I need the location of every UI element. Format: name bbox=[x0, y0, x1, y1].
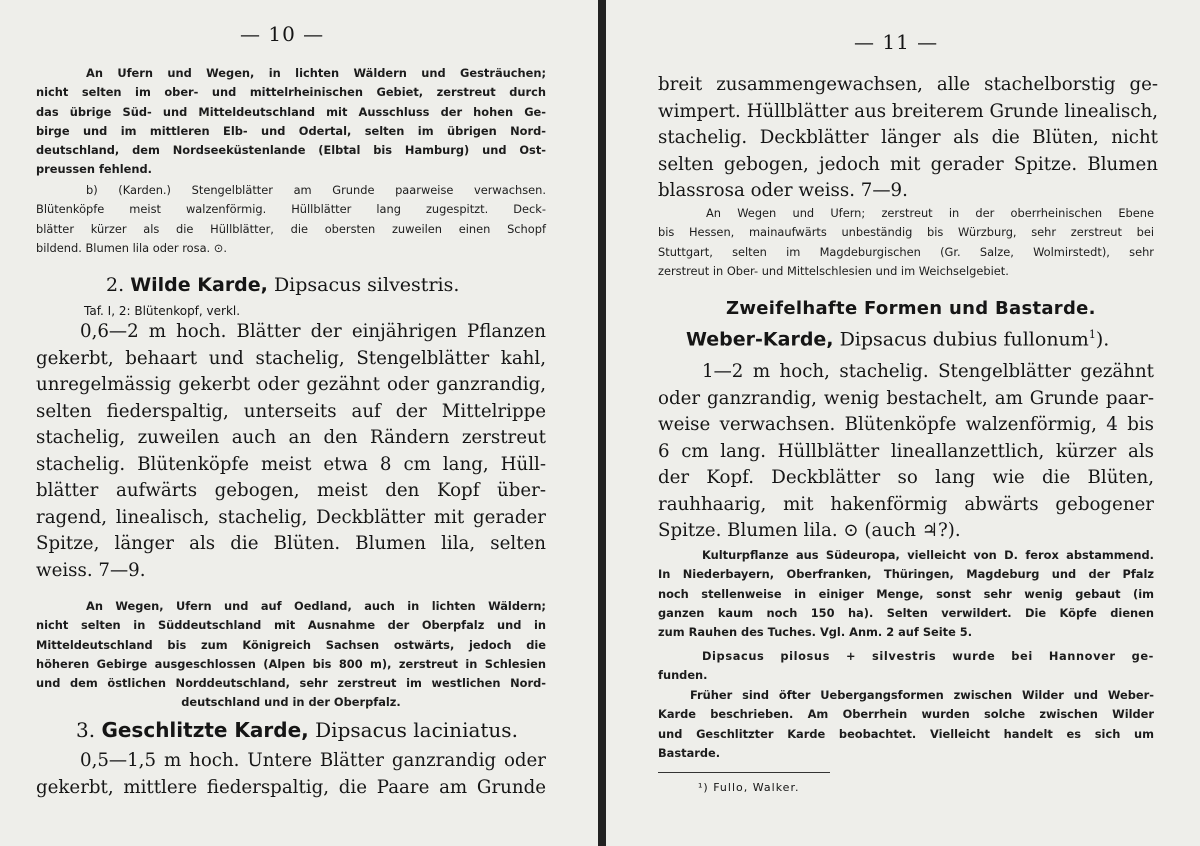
species-description-weber-karde: 1—2 m hoch, stachelig. Stengelblätter gezähnt oder ganzrandig, wenig bestachelt, am Grunde paar- weise verwachsen. Blütenköpfe walzenförmig, 4 bis 6 cm lang. Hüllblätter lineallanzettlich, kürzer als der Kopf. Deckblätter so lang wie die Blüten, rauhhaarig, mit hakenförmig abwärts gebogener Spitze. Blumen lila. ⊙ (auch ♃?). bbox=[658, 361, 1154, 541]
habitat-paragraph-wilde-karde: An Wegen, Ufern und auf Oedland, auch in lichten Wäldern; nicht selten in Süddeutschland mit Ausnahme der Oberpfalz und in Mitteldeutschland bis zum Königreich Sachsen ostwärts, jedoch die höheren Gebirge ausgeschlossen (Alpen bis 800 m), zerstreut in Schlesien und dem östlichen Norddeutschland, sehr zerstreut im westlichen Nord- deutschland und in der Oberpfalz. bbox=[36, 599, 546, 710]
page-number: — 11 — bbox=[854, 30, 939, 54]
plate-reference: Taf. I, 2: Blütenkopf, verkl. bbox=[84, 304, 241, 318]
section-title: Zweifelhafte Formen und Bastarde. bbox=[726, 298, 1096, 319]
right-page bbox=[606, 0, 1200, 846]
species-heading-geschlitzte-karde: 3. Geschlitzte Karde, Dipsacus laciniatus. bbox=[76, 718, 518, 742]
species-description-wilde-karde: 0,6—2 m hoch. Blätter der einjährigen Pflanzen gekerbt, behaart und stachelig, Stengelblätter kahl, unregelmässig gekerbt oder gezähnt oder ganzrandig, selten fiederspaltig, unterseits auf der Mittelrippe stachelig, zuweilen auch an den Rändern zerstreut stachelig. Blütenköpfe meist etwa 8 cm lang, Hüll- blätter aufwärts gebogen, meist den Kopf über- ragend, linealisch, stachelig, Deckblätter mit gerader Spitze, länger als die Blüten. Blumen lila, selten weiss. 7—9. bbox=[36, 321, 546, 581]
species-heading-weber-karde: Weber-Karde, Dipsacus dubius fullonum$^1$). bbox=[686, 328, 1110, 351]
continued-description: breit zusammengewachsen, alle stachelborstig ge- wimpert. Hüllblätter aus breiterem Grunde linealisch, stachelig. Deckblätter länger als die Blüten, nicht selten gebogen, jedoch mit gerader Spitze. Blumen blassrosa oder weiss. 7—9. bbox=[658, 74, 1158, 201]
left-page bbox=[0, 0, 598, 846]
book-gutter bbox=[598, 0, 606, 846]
footnote-rule bbox=[658, 772, 830, 773]
hybrid-note: Dipsacus pilosus + silvestris wurde bei Hannover ge- funden. bbox=[658, 649, 1154, 683]
transitional-forms-note: Früher sind öfter Uebergangsformen zwischen Wilder und Weber- Karde beschrieben. Am Oberrhein wurden solche zwischen Wilder und Geschlitzter Karde beobachtet. Vielleicht handelt es sich um Bastarde. bbox=[658, 688, 1154, 760]
footnote: ¹) Fullo, Walker. bbox=[698, 781, 800, 794]
habitat-paragraph-weber-karde: Kulturpflanze aus Südeuropa, vielleicht von D. ferox abstammend. In Niederbayern, Oberfranken, Thüringen, Magdeburg und der Pfalz noch stellenweise in einiger Menge, sonst sehr wenig gebaut (im ganzen kaum noch 150 ha). Selten verwildert. Die Köpfe dienen zum Rauhen des Tuches. Vgl. Anm. 2 auf Seite 5. bbox=[658, 548, 1154, 640]
continued-habitat: An Wegen und Ufern; zerstreut in der oberrheinischen Ebene bis Hessen, mainaufwärts unbeständig bis Würzburg, sehr zerstreut bei Stuttgart, selten im Magdeburgischen (Gr. Salze, Wolmirstedt), sehr zerstreut in Ober- und Mittelschlesien und im Weichselgebiet. bbox=[658, 206, 1154, 278]
habitat-paragraph-1: An Ufern und Wegen, in lichten Wäldern und Gesträuchen; nicht selten im ober- und mittelrheinischen Gebiet, zerstreut durch das übrige Süd- und Mitteldeutschland mit Ausschluss der hohen Ge- birge und im mittleren Elb- und Odertal, selten im übrigen Nord- deutschland, dem Nordseeküstenlande (Elbtal bis Hamburg) und Ost- preussen fehlend. bbox=[36, 66, 546, 177]
species-heading-wilde-karde: 2. Wilde Karde, Dipsacus silvestris. bbox=[106, 274, 460, 296]
page-number: — 10 — bbox=[240, 22, 325, 46]
species-description-geschlitzte-karde: 0,5—1,5 m hoch. Untere Blätter ganzrandig oder gekerbt, mittlere fiederspaltig, die Paare am Grunde bbox=[36, 750, 546, 798]
karden-paragraph: b) (Karden.) Stengelblätter am Grunde paarweise verwachsen. Blütenköpfe meist walzenförmig. Hüllblätter lang zugespitzt. Deck- blätter kürzer als die Hüllblätter, die obersten zuweilen einen Schopf bildend. Blumen lila oder rosa. ⊙. bbox=[36, 183, 546, 255]
